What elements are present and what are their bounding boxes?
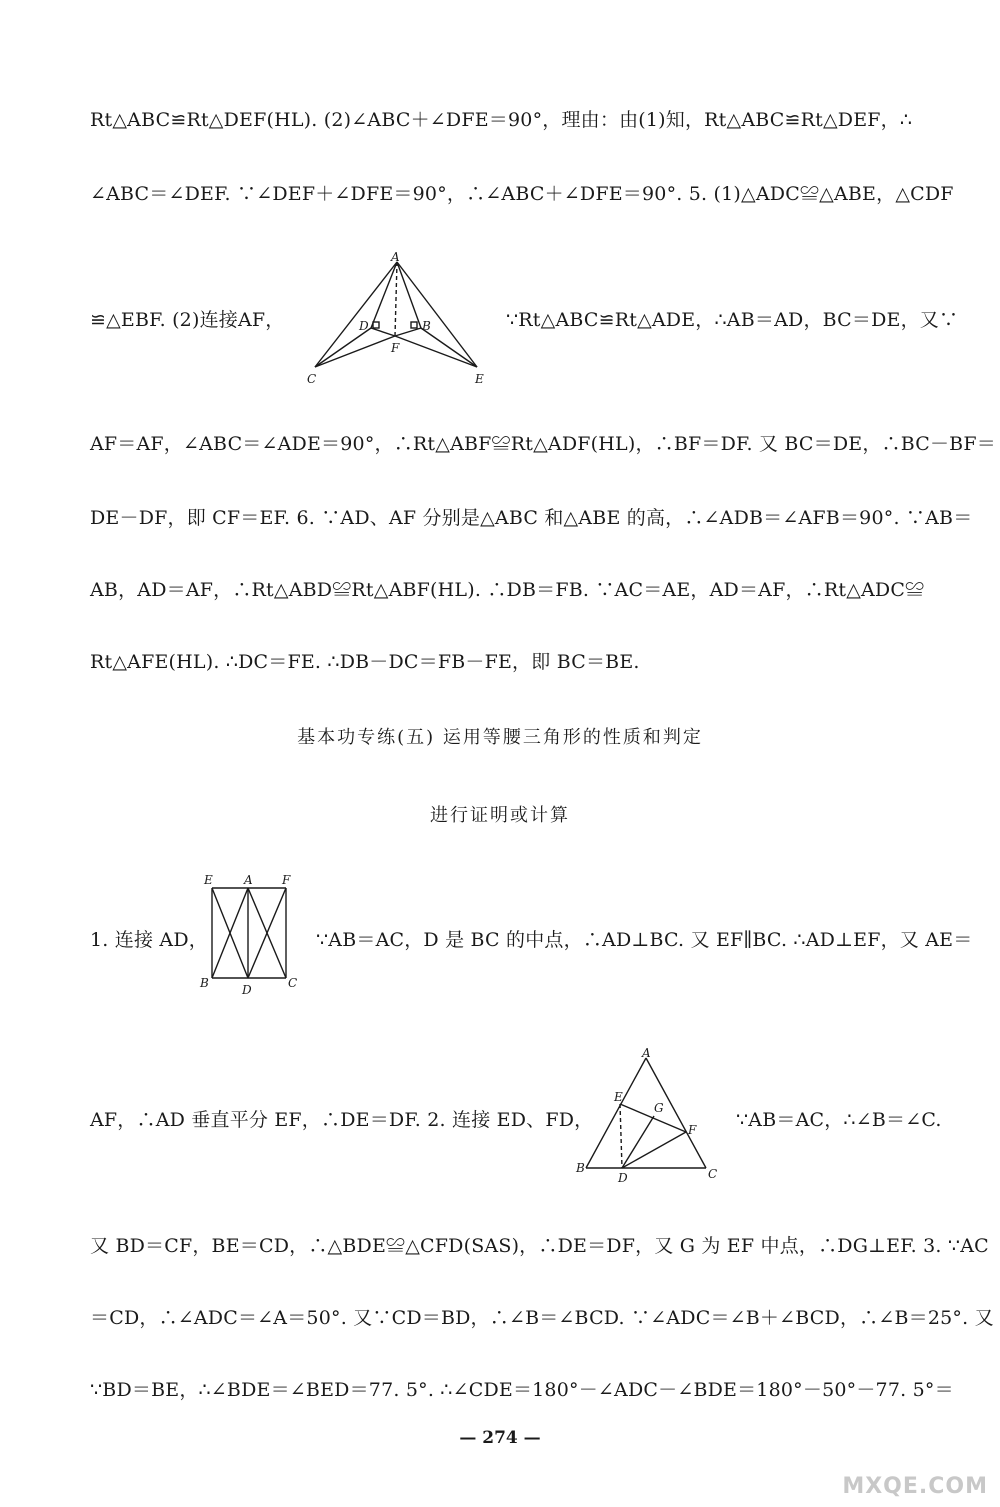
text-line-6: AB，AD＝AF，∴Rt△ABD≌Rt△ABF(HL). ∴DB＝FB. ∵AC＝AE，AD＝AF，∴Rt△ADC≌ [90, 579, 925, 601]
watermark: MXQE.COM [842, 1474, 988, 1499]
fig3-label-B: B [576, 1161, 585, 1175]
text-line-3b: ∵Rt△ABC≌Rt△ADE，∴AB＝AD，BC＝DE，又∵ [506, 309, 959, 331]
fig2-label-B: B [200, 976, 209, 990]
text-line-9: AF，∴AD 垂直平分 EF，∴DE＝DF. 2. 连接 ED、FD， [90, 1109, 594, 1131]
fig3-label-E: E [614, 1090, 623, 1104]
text-line-7: Rt△AFE(HL). ∴DC＝FE. ∴DB－DC＝FB－FE，即 BC＝BE. [90, 651, 640, 673]
fig2-label-D: D [242, 983, 252, 997]
text-line-4: AF＝AF，∠ABC＝∠ADE＝90°，∴Rt△ABF≌Rt△ADF(HL)，∴BF＝DF. 又 BC＝DE，∴BC－BF＝ [90, 433, 996, 455]
fig1-label-F: F [391, 341, 400, 355]
text-line-8: 1. 连接 AD， [90, 929, 208, 951]
text-line-10: 又 BD＝CF，BE＝CD，∴△BDE≌△CFD(SAS)，∴DE＝DF，又 G 为 EF 中点，∴DG⊥EF. 3. ∵AC [90, 1235, 989, 1257]
figure-triangle-ace [305, 252, 495, 392]
text-line-3: ≌△EBF. (2)连接AF， [90, 309, 285, 331]
text-line-8b: ∵AB＝AC，D 是 BC 的中点，∴AD⊥BC. 又 EF∥BC. ∴AD⊥EF，又 AE＝ [316, 929, 973, 951]
page-number-value: 274 [482, 1428, 518, 1448]
fig3-label-G: G [654, 1101, 664, 1115]
fig1-label-A: A [391, 252, 400, 264]
text-line-1: Rt△ABC≌Rt△DEF(HL). (2)∠ABC＋∠DFE＝90°，理由：由(1)知，Rt△ABC≌Rt△DEF，∴ [90, 109, 913, 131]
section-title: 基本功专练(五) 运用等腰三角形的性质和判定 [297, 727, 703, 748]
fig2-label-A: A [244, 873, 253, 887]
fig1-label-E: E [475, 372, 484, 386]
text-line-11: ＝CD，∴∠ADC＝∠A＝50°. 又∵CD＝BD，∴∠B＝∠BCD. ∵∠ADC＝∠B＋∠BCD，∴∠B＝25°. 又 [90, 1307, 994, 1329]
text-line-5: DE－DF，即 CF＝EF. 6. ∵AD、AF 分别是△ABC 和△ABE 的高，∴∠ADB＝∠AFB＝90°. ∵AB＝ [90, 507, 973, 529]
figure-triangle-abc [572, 1048, 722, 1188]
fig2-label-E: E [204, 873, 213, 887]
section-subtitle: 进行证明或计算 [430, 805, 570, 826]
page-number: — 274 — [459, 1428, 541, 1448]
fig3-label-F: F [688, 1123, 697, 1137]
fig3-label-C: C [708, 1167, 718, 1181]
fig1-label-D: D [359, 319, 369, 333]
fig1-label-C: C [307, 372, 317, 386]
fig2-label-F: F [282, 873, 291, 887]
fig3-label-A: A [642, 1048, 651, 1060]
fig3-label-D: D [618, 1171, 628, 1185]
figure-efbc [198, 870, 308, 1000]
fig1-label-B: B [422, 319, 431, 333]
text-line-12: ∵BD＝BE，∴∠BDE＝∠BED＝77. 5°. ∴∠CDE＝180°－∠ADC－∠BDE＝180°－50°－77. 5°＝ [90, 1379, 954, 1401]
text-line-2: ∠ABC＝∠DEF. ∵∠DEF＋∠DFE＝90°，∴∠ABC＋∠DFE＝90°. 5. (1)△ADC≌△ABE，△CDF [90, 183, 954, 205]
fig2-label-C: C [288, 976, 298, 990]
text-line-9b: ∵AB＝AC，∴∠B＝∠C. [736, 1109, 942, 1131]
